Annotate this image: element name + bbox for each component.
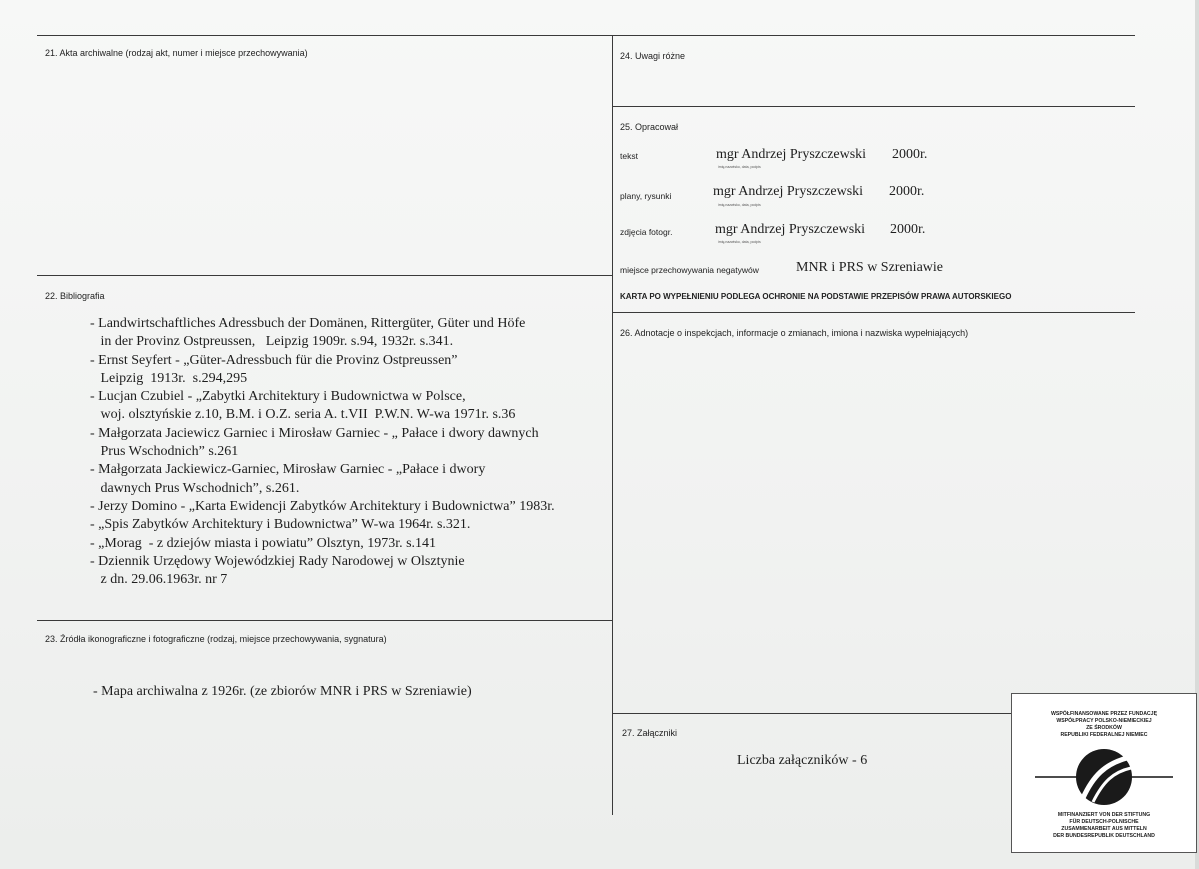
rule-25-26 (612, 312, 1135, 313)
bibliography-line: dawnych Prus Wschodnich”, s.261. (90, 480, 300, 496)
bibliography-list (90, 315, 555, 589)
author-row-photos-name: mgr Andrzej Pryszczewski (715, 222, 866, 237)
stamp-line: WSPÓŁPRACY POLSKO-NIEMIECKIEJ (1056, 718, 1152, 724)
center-divider (612, 35, 613, 815)
bibliography-line: - Dziennik Urzędowy Wojewódzkiej Rady Narodowej w Olsztynie (90, 553, 465, 569)
stamp-line: REPUBLIKI FEDERALNEJ NIEMIEC (1060, 732, 1148, 738)
stamp-line: DER BUNDESREPUBLIK DEUTSCHLAND (1053, 833, 1155, 839)
top-rule (37, 35, 1135, 36)
stamp-german-text (1012, 812, 1196, 840)
bibliography-line: - Małgorzata Jackiewicz-Garniec, Mirosław Garniec - „Pałace i dwory (90, 462, 486, 478)
stamp-line: WSPÓŁFINANSOWANE PRZEZ FUNDACJĘ (1050, 711, 1158, 717)
foundation-logo-icon (1035, 746, 1173, 808)
author-row-photos-hint: imię,nazwisko, data, podpis (718, 240, 761, 244)
stamp-line: FÜR DEUTSCH-POLNISCHE (1069, 819, 1139, 825)
author-row-photos-year: 2000r. (890, 222, 926, 237)
bibliography-line: in der Provinz Ostpreussen, Leipzig 1909r. s.94, 1932r. s.341. (90, 334, 454, 350)
attachments-count: Liczba załączników - 6 (737, 753, 868, 768)
author-row-text-year: 2000r. (892, 147, 928, 162)
bibliography-line: Leipzig 1913r. s.294,295 (90, 370, 248, 386)
section-23-label: 23. Źródła ikonograficzne i fotograficzne (rodzaj, miejsce przechowywania, sygnatura) (45, 634, 387, 644)
bibliography-line: woj. olsztyńskie z.10, B.M. i O.Z. seria A. t.VII P.W.N. W-wa 1971r. s.36 (90, 407, 516, 423)
rule-22-23 (37, 620, 612, 621)
author-row-text-name: mgr Andrzej Pryszczewski (716, 147, 867, 162)
negatives-location-label: miejsce przechowywania negatywów (620, 265, 759, 275)
rule-24-25 (612, 106, 1135, 107)
bibliography-line: z dn. 29.06.1963r. nr 7 (90, 572, 228, 588)
section-26-label: 26. Adnotacje o inspekcjach, informacje o zmianach, imiona i nazwiska wypełniających) (620, 328, 969, 338)
stamp-line: MITFINANZIERT VON DER STIFTUNG (1057, 812, 1151, 818)
rule-21-22 (37, 275, 612, 276)
stamp-line: ZUSAMMENARBEIT AUS MITTELN (1061, 826, 1147, 832)
bibliography-line: - „Morag - z dziejów miasta i powiatu” Olsztyn, 1973r. s.141 (90, 535, 437, 551)
author-row-plans-name: mgr Andrzej Pryszczewski (713, 184, 864, 199)
section-21-label: 21. Akta archiwalne (rodzaj akt, numer i miejsce przechowywania) (45, 48, 308, 58)
author-row-text-label: tekst (620, 151, 638, 161)
bibliography-line: - Lucjan Czubiel - „Zabytki Architektury i Budownictwa w Polsce, (90, 389, 466, 405)
bibliography-line: - Landwirtschaftliches Adressbuch der Domänen, Rittergüter, Güter und Höfe (90, 316, 526, 331)
section-24-label: 24. Uwagi różne (620, 51, 686, 61)
bibliography-line: Prus Wschodnich” s.261 (90, 444, 239, 460)
bibliography-line: - Jerzy Domino - „Karta Ewidencji Zabytków Architektury i Budownictwa” 1983r. (90, 498, 555, 514)
bibliography-line: - „Spis Zabytków Architektury i Budownictwa” W-wa 1964r. s.321. (90, 517, 471, 533)
copyright-notice: KARTA PO WYPEŁNIENIU PODLEGA OCHRONIE NA PODSTAWIE PRZEPISÓW PRAWA AUTORSKIEGO (620, 292, 1012, 301)
bibliography-line: - Małgorzata Jaciewicz Garniec i Mirosław Garniec - „ Pałace i dwory dawnych (90, 425, 539, 441)
negatives-location-value: MNR i PRS w Szreniawie (796, 260, 943, 275)
author-row-photos-label: zdjęcia fotogr. (620, 227, 673, 237)
section-27-label: 27. Załączniki (622, 728, 678, 738)
author-row-plans-label: plany, rysunki (620, 191, 672, 201)
section-25-label: 25. Opracował (620, 122, 679, 132)
section-22-label: 22. Bibliografia (45, 291, 105, 301)
funding-stamp (1011, 693, 1197, 853)
iconographic-source-entry: - Mapa archiwalna z 1926r. (ze zbiorów MNR i PRS w Szreniawie) (93, 684, 472, 699)
author-row-plans-year: 2000r. (889, 184, 925, 199)
stamp-polish-text (1012, 711, 1196, 739)
rule-26-27 (612, 713, 1012, 714)
author-row-text-hint: imię,nazwisko, data, podpis (718, 165, 761, 169)
stamp-line: ZE ŚRODKÓW (1086, 725, 1122, 731)
author-row-plans-hint: imię,nazwisko, data, podpis (718, 203, 761, 207)
bibliography-line: - Ernst Seyfert - „Güter-Adressbuch für die Provinz Ostpreussen” (90, 352, 458, 368)
